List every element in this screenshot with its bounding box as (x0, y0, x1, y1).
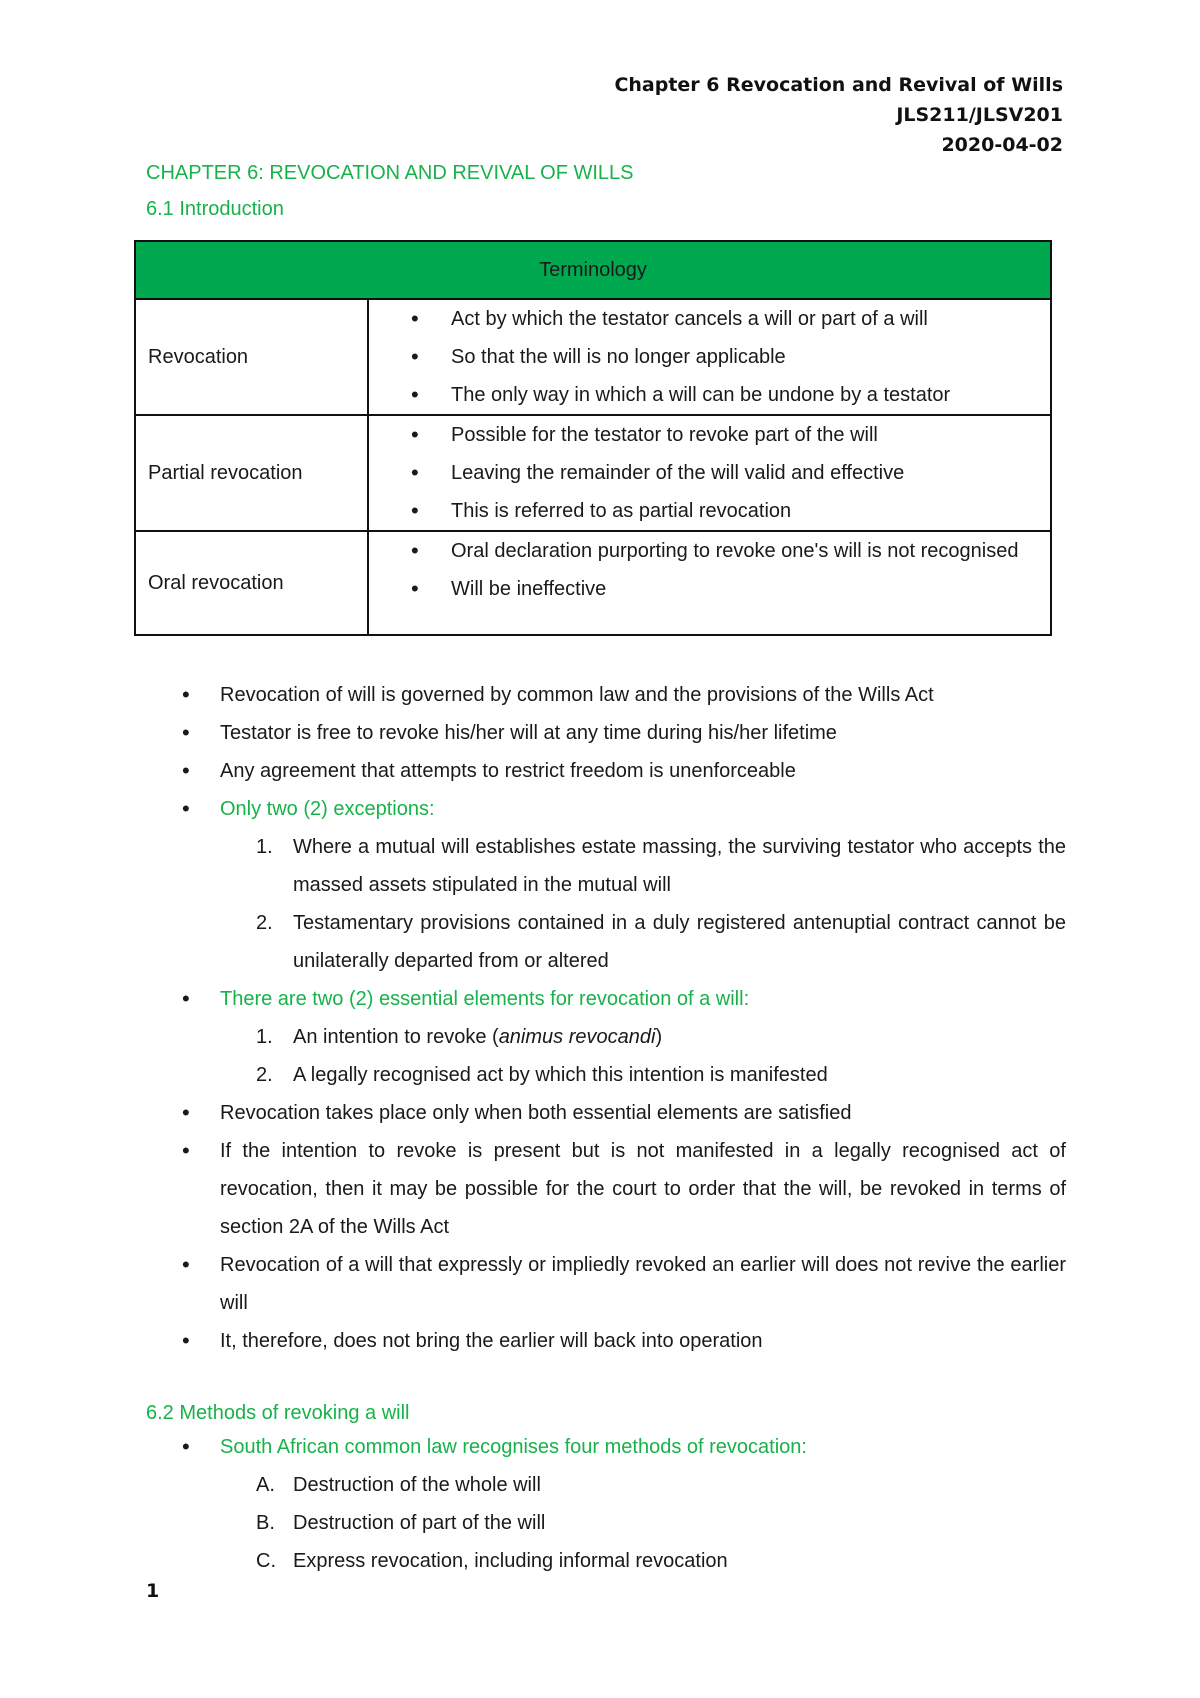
term-point: • Oral declaration purporting to revoke one's will is not recognised (369, 532, 1044, 570)
term-revocation: Revocation (135, 299, 368, 415)
elements-label: There are two (2) essential elements for revocation of a will: (220, 988, 750, 1010)
list-item: 2. A legally recognised act by which this intention is manifested (256, 1064, 828, 1086)
list-item: B. Destruction of part of the will (256, 1512, 546, 1534)
table-row (135, 415, 1051, 531)
terminology-table (134, 240, 1052, 636)
elements-list (220, 1018, 1066, 1094)
list-item: C. Express revocation, including informal revocation (256, 1550, 728, 1572)
introduction-bullets (146, 676, 1066, 1360)
page-number: 1 (146, 1580, 160, 1602)
term-point: • Possible for the testator to revoke part of the will (369, 416, 1044, 454)
exceptions-label: Only two (2) exceptions: (220, 798, 435, 820)
methods-list (220, 1466, 1066, 1580)
list-item: • Revocation of will is governed by common law and the provisions of the Wills Act (146, 676, 1066, 714)
chapter-heading: CHAPTER 6: REVOCATION AND REVIVAL OF WILLS (146, 162, 634, 184)
term-point: • Will be ineffective (369, 570, 1044, 608)
list-item: 2. Testamentary provisions contained in a duly registered antenuptial contract cannot be unilaterally departed from or altered (256, 912, 1066, 972)
list-item: 1. Where a mutual will establishes estate massing, the surviving testator who accepts the massed assets stipulated in the mutual will (256, 836, 1066, 896)
list-item-exceptions (146, 790, 1066, 980)
list-item: • Any agreement that attempts to restrict freedom is unenforceable (146, 752, 1066, 790)
term-oral-revocation: Oral revocation (135, 531, 368, 635)
term-point: • Leaving the remainder of the will valid and effective (369, 454, 1044, 492)
terminology-table-header: Terminology (135, 241, 1051, 299)
term-point: • The only way in which a will can be undone by a testator (369, 376, 1044, 414)
section-heading-methods: 6.2 Methods of revoking a will (146, 1402, 410, 1424)
methods-section (146, 1398, 1066, 1580)
list-item: • Testator is free to revoke his/her will at any time during his/her lifetime (146, 714, 1066, 752)
section-heading-introduction: 6.1 Introduction (146, 198, 284, 220)
list-item: • If the intention to revoke is present but is not manifested in a legally recognised act of revocation, then it may be possible for the court to order that the will, be revoked in terms of section 2A of the Wills Act (146, 1132, 1066, 1246)
header-title: Chapter 6 Revocation and Revival of Wills (614, 74, 1063, 96)
term-point: • This is referred to as partial revocation (369, 492, 1044, 530)
methods-bullets (146, 1428, 1066, 1580)
term-partial-revocation: Partial revocation (135, 415, 368, 531)
header-course-code: JLS211/JLSV201 (896, 104, 1063, 126)
list-item: • It, therefore, does not bring the earlier will back into operation (146, 1322, 1066, 1360)
document-body (146, 158, 1066, 1580)
term-point: • So that the will is no longer applicable (369, 338, 1044, 376)
list-item-methods (146, 1428, 1066, 1580)
exceptions-list (220, 828, 1066, 980)
table-row (135, 531, 1051, 635)
list-item: • Revocation takes place only when both essential elements are satisfied (146, 1094, 1066, 1132)
methods-label: South African common law recognises four methods of revocation: (220, 1436, 807, 1458)
header-date: 2020-04-02 (941, 134, 1063, 156)
term-point: • Act by which the testator cancels a will or part of a will (369, 300, 1044, 338)
list-item: A. Destruction of the whole will (256, 1474, 541, 1496)
list-item-elements (146, 980, 1066, 1094)
page-header (614, 70, 1063, 160)
list-item: 1. An intention to revoke (animus revocandi) (256, 1026, 663, 1048)
table-row (135, 299, 1051, 415)
list-item: • Revocation of a will that expressly or impliedly revoked an earlier will does not revive the earlier will (146, 1246, 1066, 1322)
